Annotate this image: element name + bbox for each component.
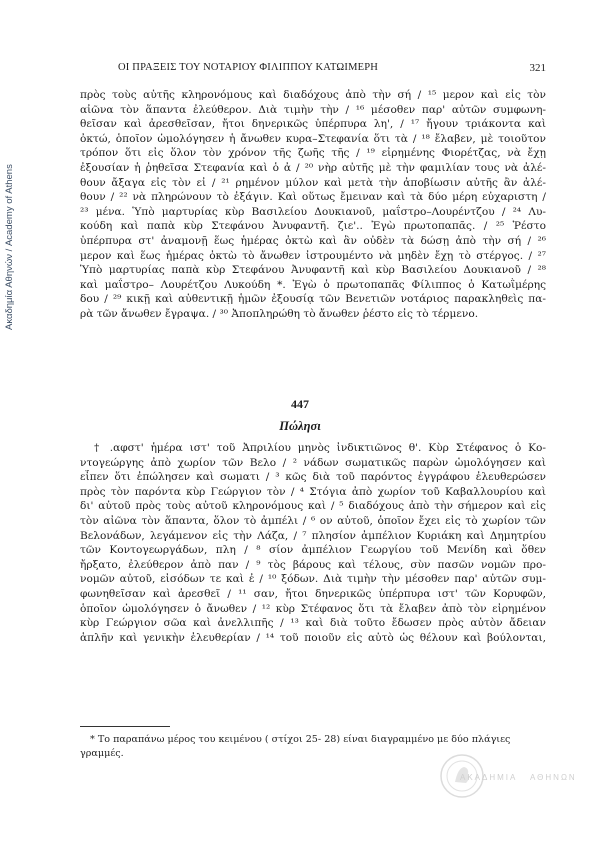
text-line: ντογεώργης ἀπὸ χωρίον τῶν Βελο / ² νάδων σωματικῶς παρὼν ὡμολόγησεν καὶ <box>80 456 546 469</box>
text-line: θεῖσαν καὶ ἀρεσθεῖσαν, ἤτοι δηνερικῶς ὑπέρπυρα λη', / ¹⁷ ἤγουν τριάκοντα καὶ <box>80 118 546 131</box>
text-line: πρὸς τὸν παρόντα κὺρ Γεώργιον τὸν / ⁴ Στόγια ἀπὸ χωρίον τοῦ Καβαλλουρίου καὶ <box>80 485 546 498</box>
text-line: Ὑπὸ μαρτυρίας παπὰ κὺρ Στεφάνου Ἀνυφαντῆ καὶ κὺρ Βασιλείου Δουκιανοῦ / ²⁸ <box>80 264 546 277</box>
document-title: Πώλησι <box>279 419 321 433</box>
text-line: νομῶν αὐτοῦ, εἰσόδων τε καὶ ἐ / ¹⁰ ξόδων. Διὰ τιμὴν τὴν μέσοθεν παρ' αὐτῶν συμ- <box>80 573 546 586</box>
text-line: ὀκτώ, ὁποῖον ὡμολόγησεν ἡ ἄνωθεν κυρα–Στεφανία ὅτι τὰ / ¹⁸ ἔλαβεν, μὲ τοιοῦτον <box>80 132 546 145</box>
document-number: 447 <box>291 397 309 411</box>
text-line: φωνηθεῖσαν καὶ ἀρεσθεῖ / ¹¹ σαν, ἤτοι δηνερικῶς ὑπέρπυρα ιστ' τῶν Κορυφῶν, <box>80 587 546 600</box>
text-line: δι' αὐτοῦ πρὸς τοὺς αὐτοῦ κληρονόμους καὶ / ⁵ διαδόχους ἀπὸ τὴν σήμερον καὶ εἰς <box>80 500 546 513</box>
footnote-line: * Το παραπάνω μέρος του κειμένου ( στίχοι 25- 28) είναι διαγραμμένο με δύο πλάγιες <box>90 734 511 745</box>
text-line: θουν ἄξαγα εἰς τὸν εἰ / ²¹ ρημένον μύλον καὶ μετὰ τὴν ἀποβίωσιν αὐτῆς ἂν ἀλέ- <box>80 176 546 189</box>
page-header <box>80 62 546 80</box>
text-line: τρόπον ὅτι εἰς ὅλον τὸν χρόνον τῆς ζωῆς τῆς / ¹⁹ εἰρημένης Φιορέτζας, νὰ ἔχῃ <box>80 147 546 160</box>
text-line: αἰῶνα τὸν ἅπαντα ἐλεύθερον. Διὰ τιμὴν τὴν / ¹⁶ μέσοθεν παρ' αὐτῶν συμφωνη- <box>80 103 546 116</box>
text-line: ²³ μένα. Ὑπὸ μαρτυρίας κὺρ Βασιλείου Δουκιανοῦ, μαΐστρο–Λουρέντζου / ²⁴ Λυ- <box>80 205 546 218</box>
text-line: ὁποῖον ὡμολόγησεν ὁ ἄνωθεν / ¹² κὺρ Στέφανος ὅτι τὰ ἔλαβεν ἀπὸ τὸν εἰρημένον <box>80 602 546 615</box>
text-line: ρὰ τῶν ἄνωθεν ἔγραψα. / ³⁰ Ἀποπληρώθη τὸ ἄνωθεν ῥέστο εἰς τὸ τέρμενο. <box>80 307 479 320</box>
page-number: 321 <box>529 62 546 74</box>
document-447-text <box>80 441 546 645</box>
text-line: πρὸς τοὺς αὐτῆς κληρονόμους καὶ διαδόχους ἀπὸ τὴν σή / ¹⁵ μερον καὶ εἰς τὸν <box>80 89 546 101</box>
running-title: ΟΙ ΠΡΑΞΕΙΣ ΤΟΥ ΝΟΤΑΡΙΟΥ ΦΙΛΙΠΠΟΥ ΚΑΤΩΙΜΕΡΗ <box>118 62 379 73</box>
text-line: ἁπλῆν καὶ γενικὴν ἐλευθερίαν / ¹⁴ τοῦ ποιοῦν εἰς αὐτὸ ὡς θέλουν καὶ βούλονται, <box>80 631 546 644</box>
watermark-text-left: ΑΚΑΔΗΜΙΑ <box>460 773 518 782</box>
text-line: ἤρξατο, ἐλεύθερον ἀπὸ παν / ⁹ τὸς βάρους καὶ τέλους, σὺν πασῶν νομῶν προ- <box>80 558 546 571</box>
text-line: κὺρ Γεώργιον σῶα καὶ ἀνελλιπῆς / ¹³ καὶ διὰ τοῦτο ἔδωσεν πρὸς αὐτὸν ἄδειαν <box>80 617 546 630</box>
text-line: μερον καὶ ἕως ἡμέρας ὀκτὼ τὸ ἄνωθεν ἰστρουμέντο νὰ μηδὲν ἔχῃ τὸ στέργος. / ²⁷ <box>80 249 546 262</box>
text-line: θουν / ²² νὰ πληρώνουν τὸ ἐξάγιν. Καὶ οὕτως ἔμειναν καὶ τὰ δύο μέρη εὐχαριστη / <box>80 191 546 204</box>
continued-document-text <box>80 88 546 322</box>
text-line: ἐξουσίαν ἡ ῥηθεῖσα Στεφανία καὶ ὁ ἀ / ²⁰ νὴρ αὐτῆς μὲ τὴν φαμιλίαν τους νὰ ἀλέ- <box>80 161 546 174</box>
text-line: εἶπεν ὅτι ἐπώλησεν καὶ σωματι / ³ κῶς διὰ τοῦ παρόντος ἐγγράφου ἐλευθερώσεν <box>80 471 546 484</box>
academy-watermark <box>438 752 588 804</box>
text-line: καὶ μαΐστρο– Λουρέτζου Λυκούδη *. Ἐγὼ ὁ πρωτοπαπᾶς Φίλιππος ὁ Κατωῒμέρης <box>80 278 546 291</box>
text-line: τὸν αἰῶνα τὸν ἅπαντα, ὅλον τὸ ἀμπέλι / ⁶ ον αὐτοῦ, ὁποῖον ἔχει εἰς τὸ χωρίον τῶν <box>80 514 546 527</box>
footnote-divider <box>80 726 170 727</box>
side-watermark: Ακαδημία Αθηνών / Academy of Athens <box>4 164 15 330</box>
text-line: † .αφστ' ἡμέρα ιστ' τοῦ Ἀπριλίου μηνὸς ἰνδικτιῶνος θ'. Κὺρ Στέφανος ὁ Κο- <box>94 442 546 454</box>
text-line: δου / ²⁹ κικῇ καὶ αὐθεντικῇ ἡμῶν ἐξουσίᾳ τῶν Βενετιῶν νοτάριος παρακληθεὶς πα- <box>80 293 546 306</box>
watermark-text-right: ΑΘΗΝΩΝ <box>530 773 577 782</box>
text-line: Βελονάδων, λεγάμενον εἰς τὴν Λάζα, / ⁷ πλησίον ἀμπέλιον Κυριάκη καὶ Δημητρίου <box>80 529 546 542</box>
text-line: ὑπέρπυρα στ' ἀναμονῇ ἕως ἡμέρας ὀκτὼ καὶ ἂν οὐδὲν τὰ δώσῃ ἀπὸ τὴν σή / ²⁶ <box>80 234 546 247</box>
footnote-line: γραμμές. <box>80 748 124 759</box>
text-line: τῶν Κοντογεωργάδων, πλη / ⁸ σίον ἀμπέλιον Γεωργίου τοῦ Μενίδη καὶ ὅθεν <box>80 544 546 557</box>
text-line: κούδη καὶ παπὰ κὺρ Στεφάνου Ἀνυφαντῆ. ζιε'.. Ἐγὼ πρωτοπαπᾶς. / ²⁵ Ῥέστο <box>80 220 546 233</box>
